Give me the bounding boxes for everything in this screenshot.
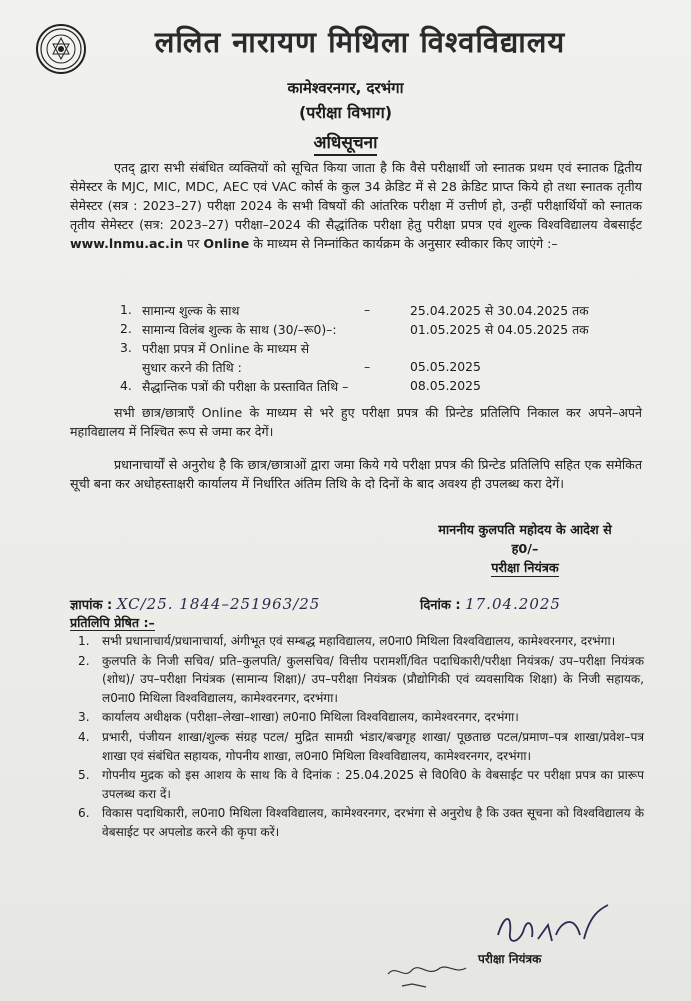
copy-number: 1. <box>78 634 90 648</box>
notice-paragraph-1: एतद् द्वारा सभी संबंधित व्यक्तियों को सूचित किया जाता है कि वैसे परीक्षार्थी जो स्नातक प्रथम एवं स्नातक द्वितीय सेमेस्टर के MJC, MIC, MDC, AEC एवं VAC कोर्स के कुल 34 क्रेडिट में से 28 क्रेडिट प्राप्त किये हो तथा स्नातक तृतीय सेमेस्टर (सत्र : 2023–27) परीक्षा 2024 के सभी विषयों की आंतरिक परीक्षा में उत्तीर्ण हो, उन्हीं परीक्षार्थियों को स्नातक तृतीय सेमेस्टर (सत्र: 2023–27) परीक्षा–2024 की सैद्धांतिक परीक्षा हेतु परीक्षा प्रपत्र एवं शुल्क विश्वविद्यालय वेबसाईट www.lnmu.ac.in पर Online के माध्यम से निम्नांकित कार्यक्रम के अनुसार स्वीकार किए जाएंगे :– <box>70 160 642 251</box>
copy-text: कार्यालय अधीक्षक (परीक्षा–लेखा–शाखा) ल0ना0 मिथिला विश्वविद्यालय, कामेश्वरनगर, दरभंगा। <box>102 710 519 725</box>
schedule-dash: – <box>364 359 371 374</box>
copy-number: 4. <box>78 729 90 744</box>
copy-heading: प्रतिलिपि प्रेषित :– <box>70 615 155 630</box>
university-location: कामेश्वरनगर, दरभंगा <box>287 79 404 97</box>
reference-number: XC/25. 1844–251963/25 <box>116 595 321 613</box>
signature-signed: ह0/– <box>511 542 539 557</box>
university-name: ललित नारायण मिथिला विश्वविद्यालय <box>154 25 566 59</box>
reference-date: 17.04.2025 <box>465 595 561 613</box>
final-controller-title: परीक्षा नियंत्रक <box>478 952 542 966</box>
schedule-list <box>120 302 640 397</box>
schedule-text: परीक्षा प्रपत्र में Online के माध्यम से <box>142 341 310 356</box>
copy-number: 5. <box>78 768 90 783</box>
schedule-text: सामान्य शुल्क के साथ <box>142 303 240 318</box>
copy-text: गोपनीय मुद्रक को इस आशय के साथ कि वे दिनांक : 25.04.2025 से वि0वि0 के वेबसाईट पर परीक्षा प्रपत्र का प्रारूप उपलब्ध करा दें। <box>102 768 644 801</box>
copy-number: 2. <box>78 653 90 668</box>
copy-recipient-item <box>72 632 644 651</box>
website-link[interactable]: www.lnmu.ac.in <box>70 236 184 251</box>
copy-list <box>72 632 644 843</box>
copy-recipient-item <box>72 804 644 841</box>
schedule-number: 2. <box>120 321 132 336</box>
schedule-number: 4. <box>120 378 132 393</box>
reference-row <box>70 595 642 613</box>
notice-paragraph-2: सभी छात्र/छात्राएँ Online के माध्यम से भरे हुए परीक्षा प्रपत्र की प्रिन्टेड प्रतिलिपि निकाल कर अपने–अपने महाविद्यालय में निश्चित रूप से जमा कर देगें। <box>70 405 642 439</box>
schedule-date: 05.05.2025 <box>410 359 481 374</box>
copy-recipient-item <box>72 728 644 765</box>
copy-text: कुलपति के निजी सचिव/ प्रति–कुलपति/ कुलसचिव/ वित्तीय परामर्शी/वित पदाधिकारी/परीक्षा नियंत्रक/ उप–परीक्षा नियंत्रक (शोध)/ उप–परीक्षा नियंत्रक (सामान्य शिक्षा)/ उप–परीक्षा नियंत्रक (प्रौद्योगिकी एवं व्यवसायिक शिक्षा) के निजी सहायक, ल0ना0 मिथिला विश्वविद्यालय, कामेश्वरनगर, दरभंगा। <box>102 653 644 705</box>
schedule-item <box>120 321 640 340</box>
date-label: दिनांक : <box>420 598 461 613</box>
reference-label: ज्ञापांक : <box>70 598 113 613</box>
schedule-number: 1. <box>120 302 132 317</box>
copy-text: विकास पदाधिकारी, ल0ना0 मिथिला विश्वविद्यालय, कामेश्वरनगर, दरभंगा से अनुरोध है कि उक्त सूचना को विश्वविद्यालय के वेबसाईट पर अपलोड करने की कृपा करें। <box>102 806 644 839</box>
schedule-item <box>120 302 640 321</box>
signature-block <box>400 521 650 578</box>
schedule-text: सुधार करने की तिथि : <box>142 360 242 375</box>
department-name: (परीक्षा विभाग) <box>298 103 393 122</box>
schedule-item <box>120 378 640 397</box>
schedule-date: 25.04.2025 से 30.04.2025 तक <box>410 303 589 318</box>
copy-recipient-item <box>72 766 644 803</box>
copy-recipient-item <box>72 708 644 727</box>
schedule-date: 01.05.2025 से 04.05.2025 तक <box>410 322 589 337</box>
schedule-item <box>120 359 640 378</box>
schedule-text: सैद्धान्तिक पत्रों की परीक्षा के प्रस्तावित तिथि – <box>142 379 349 394</box>
schedule-dash: – <box>364 302 371 317</box>
signature-authority: माननीय कुलपति महोदय के आदेश से <box>438 523 612 538</box>
receiving-initials <box>382 960 472 992</box>
copy-text: प्रभारी, पंजीयन शाखा/शुल्क संग्रह पटल/ मुद्रित सामग्री भंडार/बज्रगृह शाखा/ पूछताछ पटल/प्रमाण–पत्र शाखा/प्रवेश–पत्र शाखा एवं संबंधित सहायक, गोपनीय शाखा, ल0ना0 मिथिला विश्वविद्यालय, कामेश्वरनगर, दरभंगा। <box>102 729 644 763</box>
schedule-date: 08.05.2025 <box>410 378 481 393</box>
copy-text: सभी प्रधानाचार्य/प्रधानाचार्या, अंगीभूत एवं सम्बद्ध महाविद्यालय, ल0ना0 मिथिला विश्वविद्यालय, कामेश्वरनगर, दरभंगा। <box>102 634 616 648</box>
university-seal-icon <box>36 24 86 74</box>
signature-title: परीक्षा नियंत्रक <box>491 561 559 576</box>
schedule-text: सामान्य विलंब शुल्क के साथ (30/–रू0)–: <box>142 322 337 337</box>
notice-paragraph-3: प्रधानाचार्यों से अनुरोध है कि छात्र/छात्राओं द्वारा जमा किये गये परीक्षा प्रपत्र की प्रिन्टेड प्रतिलिपि सहित एक समेकित सूची बना कर अधोहस्ताक्षरी कार्यालय में निर्धारित अंतिम तिथि के दो दिनों के बाद अवश्य ही उपलब्ध करा देगें। <box>70 457 642 491</box>
copy-number: 6. <box>78 806 90 821</box>
notice-heading: अधिसूचना <box>0 130 691 153</box>
schedule-number: 3. <box>120 340 132 355</box>
copy-number: 3. <box>78 710 90 725</box>
handwritten-signature <box>490 895 620 955</box>
copy-recipient-item <box>72 652 644 708</box>
schedule-item <box>120 340 640 359</box>
